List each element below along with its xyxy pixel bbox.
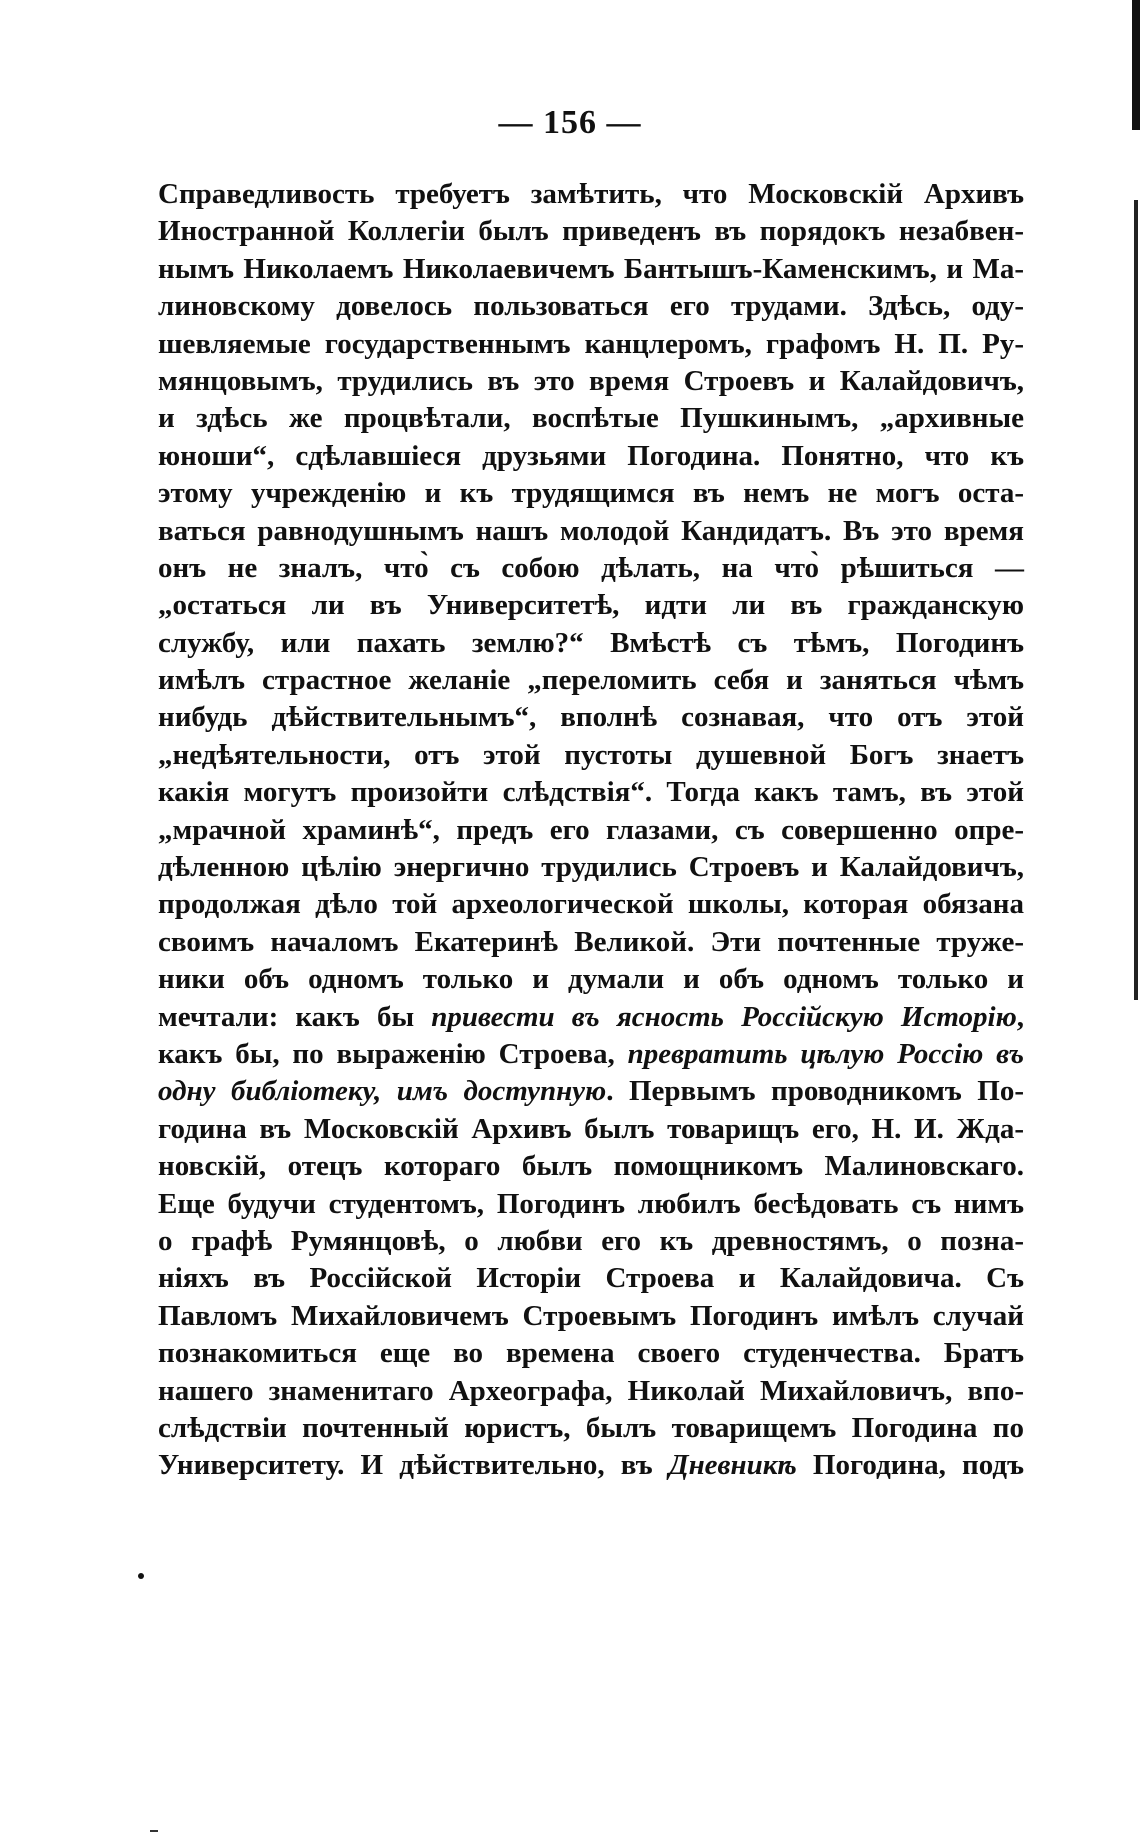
text-line <box>158 213 1024 250</box>
text-line <box>158 1111 1024 1148</box>
text-segment: имѣлъ страстное желаніе „переломить себя и заняться чѣмъ <box>158 664 1024 697</box>
text-line <box>158 699 1024 736</box>
text-line <box>158 886 1024 923</box>
text-segment: этому учрежденію и къ трудящимся въ немъ не могъ оста- <box>158 477 1024 510</box>
text-line <box>158 1148 1024 1185</box>
text-segment: Иностранной Коллегіи былъ приведенъ въ порядокъ незабвен- <box>158 215 1024 248</box>
text-line <box>158 550 1024 587</box>
text-segment: своимъ началомъ Екатеринѣ Великой. Эти почтенные труже- <box>158 925 1024 958</box>
text-segment: дѣленною цѣлію энергично трудились Строевъ и Калайдовичъ, <box>158 851 1024 884</box>
text-segment: познакомиться еще во времена своего студенчества. Братъ <box>158 1337 1024 1370</box>
text-segment: „остаться ли въ Университетѣ, идти ли въ гражданскую <box>158 589 1024 622</box>
text-segment: новскій, отецъ котораго былъ помощникомъ Малиновскаго. <box>158 1150 1024 1183</box>
text-segment: слѣдствіи почтенный юристъ, былъ товарищемъ Погодина по <box>158 1411 1024 1444</box>
print-mark <box>150 1830 158 1832</box>
text-line <box>158 625 1024 662</box>
text-segment: и здѣсь же процвѣтали, воспѣтые Пушкинымъ, „архивные <box>158 402 1024 435</box>
print-speck <box>138 1573 144 1579</box>
text-segment: ніяхъ въ Россійской Исторіи Строева и Калайдовича. Съ <box>158 1262 1024 1295</box>
text-segment: ваться равнодушнымъ нашъ молодой Кандидатъ. Въ это время <box>158 514 1024 547</box>
body-text <box>158 176 1024 1485</box>
text-segment: нибудь дѣйствительнымъ“, вполнѣ сознавая, что отъ этой <box>158 701 1024 734</box>
text-segment: какія могутъ произойти слѣдствія“. Тогда какъ тамъ, въ этой <box>158 776 1024 809</box>
italic-phrase: привести въ ясность Россійскую Исторію <box>431 1000 1017 1033</box>
text-segment: нымъ Николаемъ Николаевичемъ Бантышъ-Каменскимъ, и Ма- <box>158 252 1024 285</box>
text-segment: какъ бы, по выраженію Строева, <box>158 1037 628 1070</box>
text-segment: Справедливость требуетъ замѣтить, что Московскій Архивъ <box>158 178 1024 210</box>
text-line <box>158 438 1024 475</box>
text-line <box>158 251 1024 288</box>
page-edge-line <box>1134 200 1138 1000</box>
text-line <box>158 662 1024 699</box>
text-line <box>158 288 1024 325</box>
text-segment: Университету. И дѣйствительно, въ <box>158 1449 669 1482</box>
text-segment: о графѣ Румянцовѣ, о любви его къ древностямъ, о позна- <box>158 1224 1024 1257</box>
text-line <box>158 737 1024 774</box>
text-segment: мянцовымъ, трудились въ это время Строевъ и Калайдовичъ, <box>158 364 1024 397</box>
text-segment: Погодина, подъ <box>796 1449 1024 1482</box>
text-segment: шевляемые государственнымъ канцлеромъ, графомъ Н. П. Ру- <box>158 327 1024 360</box>
text-line <box>158 961 1024 998</box>
italic-phrase: одну библіотеку, имъ доступную <box>158 1075 607 1108</box>
text-segment: . Первымъ проводникомъ По- <box>606 1075 1024 1108</box>
text-segment: , <box>1016 1000 1025 1033</box>
text-line <box>158 812 1024 849</box>
text-line <box>158 849 1024 886</box>
text-line <box>158 1373 1024 1410</box>
text-line <box>158 363 1024 400</box>
italic-phrase: Дневникѣ <box>668 1449 797 1482</box>
text-line <box>158 587 1024 624</box>
text-segment: продолжая дѣло той археологической школы, которая обязана <box>158 888 1024 921</box>
text-line <box>158 400 1024 437</box>
page-number: — 156 — <box>498 104 642 141</box>
text-line <box>158 1260 1024 1297</box>
text-segment: година въ Московскій Архивъ былъ товарищъ его, Н. И. Жда- <box>158 1112 1024 1145</box>
text-line <box>158 1036 1024 1073</box>
italic-phrase: превратить цѣлую Россію въ <box>627 1037 1024 1070</box>
text-line <box>158 1186 1024 1223</box>
text-line <box>158 176 1024 213</box>
text-segment: мечтали: какъ бы <box>158 1000 432 1033</box>
text-line <box>158 1335 1024 1372</box>
text-line <box>158 774 1024 811</box>
text-segment: „недѣятельности, отъ этой пустоты душевной Богъ знаетъ <box>158 738 1024 771</box>
text-line <box>158 1410 1024 1447</box>
text-segment: ники объ одномъ только и думали и объ одномъ только и <box>158 963 1024 996</box>
text-segment: службу, или пахать землю?“ Вмѣстѣ съ тѣмъ, Погодинъ <box>158 626 1024 659</box>
text-segment: нашего знаменитаго Археографа, Николай Михайловичъ, впо- <box>158 1374 1024 1407</box>
text-line <box>158 924 1024 961</box>
text-line <box>158 1447 1024 1484</box>
text-segment: линовскому довелось пользоваться его трудами. Здѣсь, оду- <box>158 290 1024 323</box>
text-line <box>158 1298 1024 1335</box>
text-segment: юноши“, сдѣлавшіеся друзьями Погодина. Понятно, что къ <box>158 439 1024 472</box>
text-segment: Еще будучи студентомъ, Погодинъ любилъ бесѣдовать съ нимъ <box>158 1187 1024 1220</box>
text-line <box>158 326 1024 363</box>
text-segment: онъ не зналъ, что̀ съ собою дѣлать, на что̀ рѣшиться — <box>158 551 1024 584</box>
text-segment: Павломъ Михайловичемъ Строевымъ Погодинъ имѣлъ случай <box>158 1299 1024 1332</box>
text-line <box>158 475 1024 512</box>
text-segment: „мрачной храминѣ“, предъ его глазами, съ совершенно опре- <box>158 813 1024 846</box>
text-line <box>158 513 1024 550</box>
text-line <box>158 1073 1024 1110</box>
text-line <box>158 999 1024 1036</box>
text-line <box>158 1223 1024 1260</box>
